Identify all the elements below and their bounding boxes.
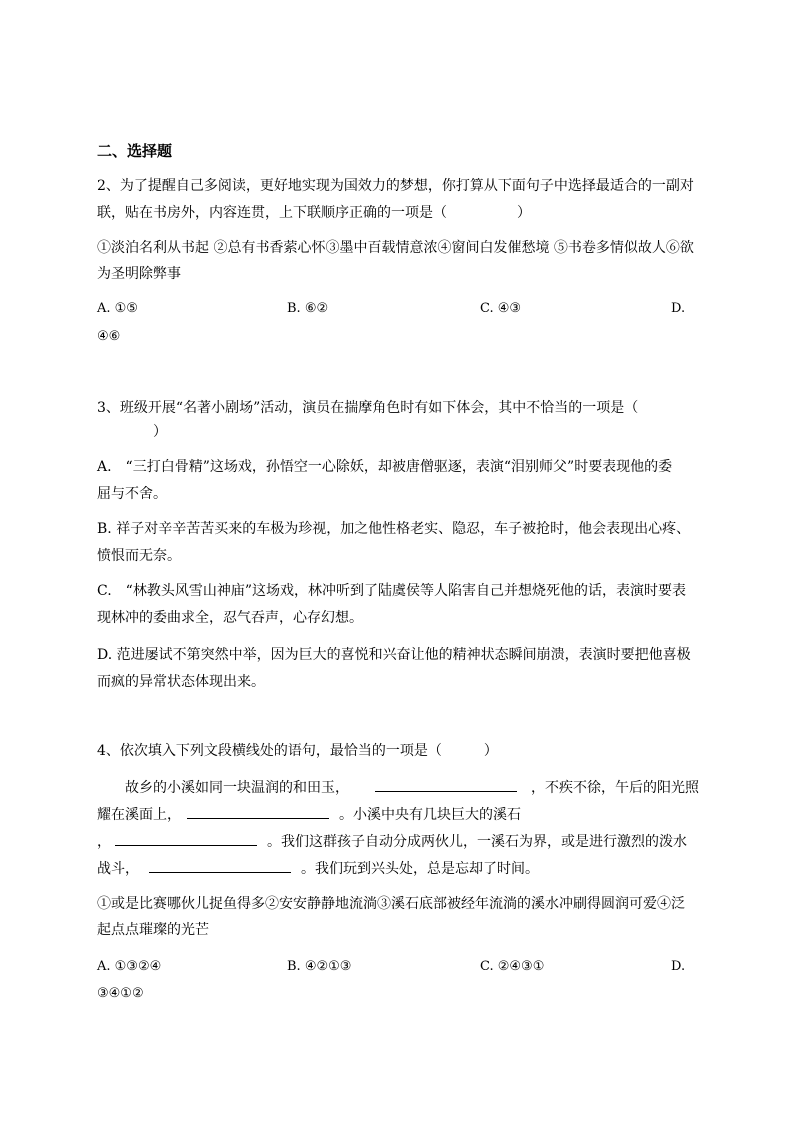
q3-option-d-line1: D. 范进屡试不第突然中举，因为巨大的喜悦和兴奋让他的精神状态瞬间崩溃，表演时要把他喜极 (97, 647, 691, 663)
q2-items-line1: ①淡泊名利从书起 ②总有书香萦心怀③墨中百载情意浓④窗间白发催愁境 ⑤书卷多情似故人⑥欲 (97, 240, 694, 256)
q3-option-b-line1: B. 祥子对辛辛苦苦买来的车极为珍视，加之他性格老实、隐忍，车子被抢时，他会表现出心疼、 (97, 521, 691, 537)
q2-option-b: B. ⑥② (287, 301, 329, 316)
section-title: 二、选择题 (97, 142, 173, 160)
q4-blank-3 (115, 830, 257, 846)
q4-passage-line3 (97, 830, 697, 852)
q2-option-d-wrap: ④⑥ (97, 329, 121, 344)
q3-option-c-line2: 现林冲的委曲求全，忍气吞声，心存幻想。 (97, 610, 363, 626)
q4-blank-1 (375, 776, 517, 792)
q4-passage-text: 。我们这群孩子自动分成两伙儿，一溪石为界，或是进行激烈的泼水 (267, 834, 687, 850)
q4-passage-line4 (97, 857, 697, 879)
q4-blank-4 (149, 857, 291, 873)
q3-option-c-line1: C. “林教头风雪山神庙”这场戏，林冲听到了陆虞侯等人陷害自己并想烧死他的话，表演时要表 (97, 583, 686, 599)
q4-blank-2 (187, 803, 329, 819)
q2-option-d: D. (671, 301, 686, 316)
q3-stem-line2: ） (97, 424, 167, 440)
q4-passage-text: 。小溪中央有几块巨大的溪石 (339, 807, 521, 823)
q2-items-line2: 为圣明除弊事 (97, 266, 181, 282)
q3-stem-line1: 3、班级开展“名著小剧场”活动，演员在揣摩角色时有如下体会，其中不恰当的一项是（ (97, 400, 639, 416)
q4-option-d: D. (671, 959, 686, 974)
q3-option-b-line2: 愤恨而无奈。 (97, 548, 181, 564)
q4-option-d-wrap: ③④①② (97, 986, 144, 1001)
q2-stem-line2: 联，贴在书房外，内容连贯，上下联顺序正确的一项是（ ） (97, 205, 531, 221)
q4-items-line2: 起点点璀璨的光芒 (97, 922, 209, 938)
q2-stem-line1: 2、为了提醒自己多阅读，更好地实现为国效力的梦想，你打算从下面句子中选择最适合的一副对 (97, 178, 694, 194)
q4-passage-text: 耀在溪面上， (97, 807, 181, 823)
q4-passage-line1 (125, 776, 725, 798)
q4-option-c: C. ②④③① (480, 959, 545, 974)
q4-passage-line2 (97, 803, 697, 825)
q4-passage-text: 。我们玩到兴头处，总是忘却了时间。 (301, 861, 539, 877)
q4-items-line1: ①或是比赛哪伙儿捉鱼得多②安安静静地流淌③溪石底部被经年流淌的溪水冲刷得圆润可爱④泛 (97, 896, 685, 912)
q2-option-a: A. ①⑤ (97, 301, 138, 316)
q4-option-a: A. ①③②④ (97, 959, 162, 974)
q4-stem: 4、依次填入下列文段横线处的语句，最恰当的一项是（ ） (97, 743, 498, 759)
q2-option-c: C. ④③ (480, 301, 522, 316)
q3-option-a-line2: 屈与不舍。 (97, 486, 167, 502)
q4-passage-text: 故乡的小溪如同一块温润的和田玉， (125, 780, 349, 796)
q4-passage-text: ， (97, 834, 111, 850)
q4-option-b: B. ④②①③ (287, 959, 352, 974)
q3-option-d-line2: 而疯的异常状态体现出来。 (97, 674, 265, 690)
q3-option-a-line1: A. “三打白骨精”这场戏，孙悟空一心除妖，却被唐僧驱逐，表演“泪别师父”时要表现他的委 (97, 459, 673, 475)
q4-passage-text: 战斗， (97, 861, 139, 877)
q4-passage-text: ，不疾不徐，午后的阳光照 (531, 780, 699, 796)
